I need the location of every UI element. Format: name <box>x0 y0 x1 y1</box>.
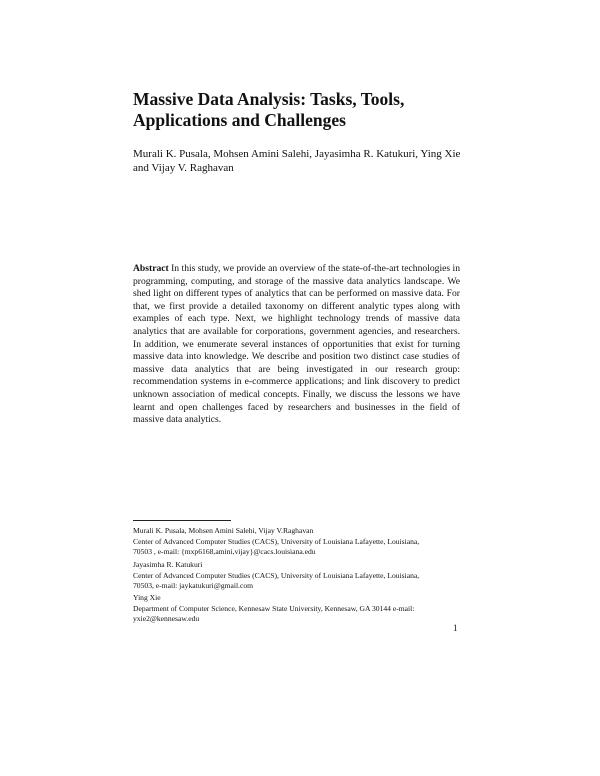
affiliation-block <box>133 526 463 558</box>
page-number: 1 <box>453 623 458 633</box>
affiliation-organization: Center of Advanced Computer Studies (CACS), University of Louisiana Lafayette, Louisiana, <box>133 536 420 546</box>
footnote-divider <box>133 520 231 521</box>
author-list: Murali K. Pusala, Mohsen Amini Salehi, Jayasimha R. Katukuri, Ying Xie and Vijay V. Raghavan <box>133 148 461 174</box>
abstract-label: Abstract <box>133 263 169 274</box>
affiliation-names: Murali K. Pusala, Mohsen Amini Salehi, Vijay V.Raghavan <box>133 526 314 535</box>
affiliation-contact: 70503, e-mail: jaykatukuri@gmail.com <box>133 581 254 591</box>
affiliation-block <box>133 560 463 592</box>
affiliation-contact: 70503 , e-mail: {mxp6168,amini,vijay}@cacs.louisiana.edu <box>133 547 316 557</box>
abstract <box>133 263 460 427</box>
affiliation-organization: Center of Advanced Computer Studies (CACS), University of Louisiana Lafayette, Louisiana, <box>133 570 420 580</box>
affiliation-names: Jayasimha R. Katukuri <box>133 560 203 569</box>
affiliation-block <box>133 593 463 625</box>
affiliation-organization: Department of Computer Science, Kennesaw State University, Kennesaw, GA 30144 e-mail: <box>133 603 415 613</box>
abstract-text: In this study, we provide an overview of the state-of-the-art technologies in programming, computing, and storage of the massive data analytics landscape. We shed light on different types of analytics that can be performed on massive data. For that, we first provide a detailed taxonomy on different analytic types along with examples of each type. Next, we highlight technology trends of massive data analytics that are available for corporations, government agencies, and researchers. In addition, we enumerate several instances of opportunities that exist for turning massive data into knowledge. We describe and position two distinct case studies of massive data analytics that are being investigated in our research group: recommendation systems in e-commerce applications; and link discovery to predict unknown association of medical concepts. Finally, we discuss the lessons we have learnt and open challenges faced by researchers and businesses in the field of massive data analytics. <box>133 263 460 426</box>
affiliation-names: Ying Xie <box>133 593 161 602</box>
paper-title: Massive Data Analysis: Tasks, Tools, Applications and Challenges <box>133 89 405 130</box>
affiliation-contact: yxie2@kennesaw.edu <box>133 614 200 624</box>
